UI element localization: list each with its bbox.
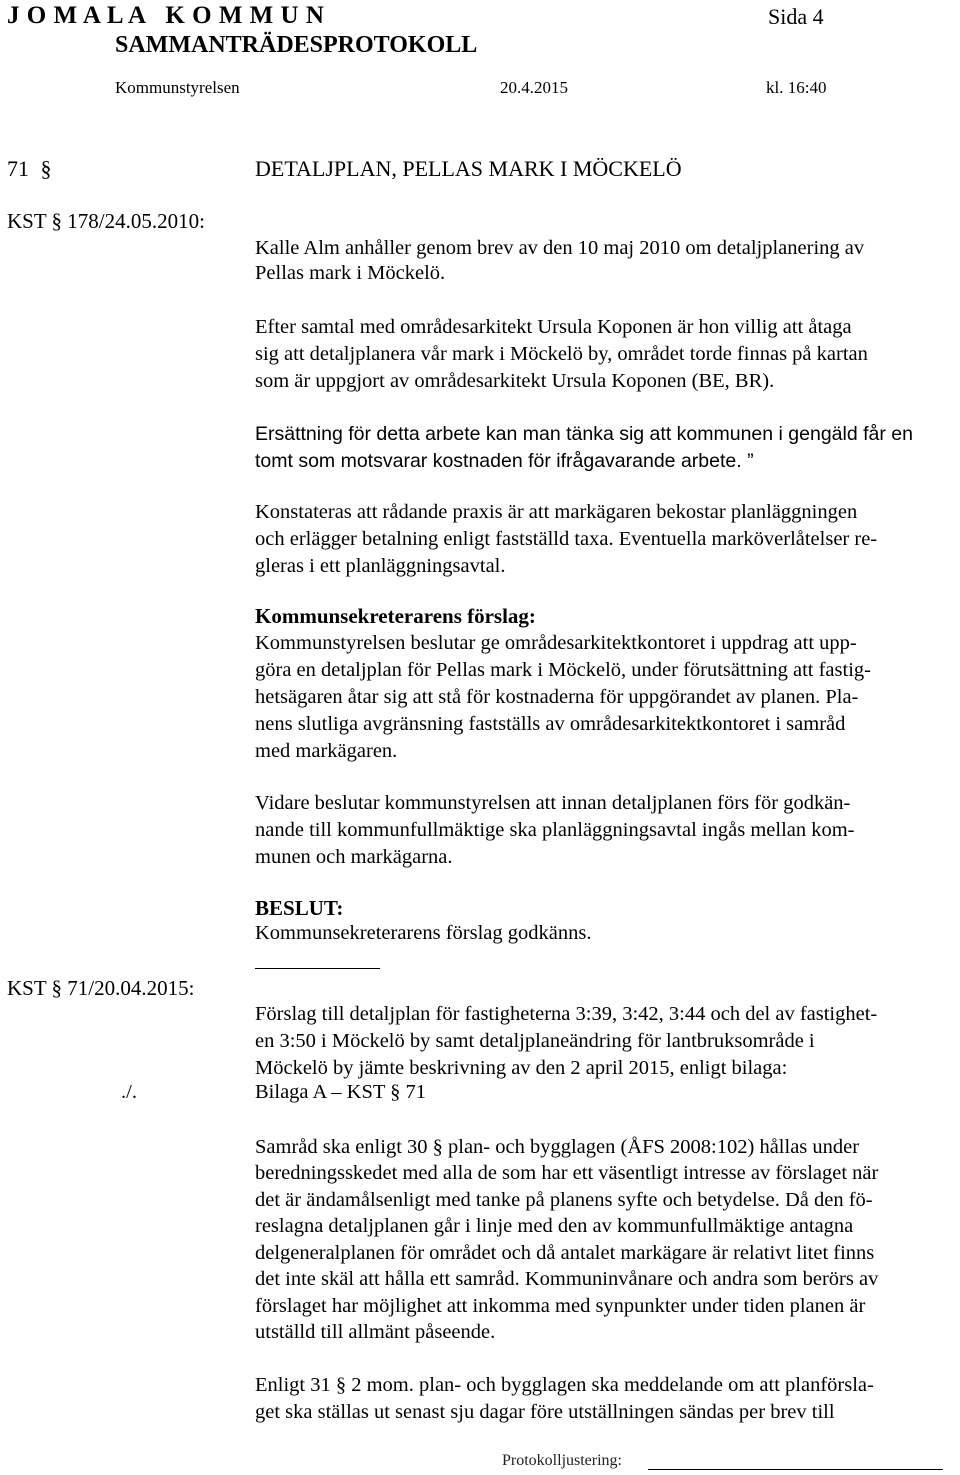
proposal-heading: Kommunsekreterarens förslag: [255,604,536,628]
paragraph-line: göra en detaljplan för Pellas mark i Möckelö, under förutsättning att fastig- [255,659,871,681]
meeting-body: Kommunstyrelsen [115,78,240,97]
paragraph-line: Efter samtal med områdesarkitekt Ursula Koponen är hon villig att åtaga [255,316,852,338]
paragraph-line: och erlägger betalning enligt fastställd taxa. Eventuella marköverlåtelser re- [255,528,878,550]
page-number: Sida 4 [768,4,824,29]
paragraph-line: reslagna detaljplanen går i linje med den av kommunfullmäktige antagna [255,1215,854,1237]
paragraph-line: get ska ställas ut senast sju dagar före utställningen sändas per brev till [255,1401,835,1423]
paragraph-line: Pellas mark i Möckelö. [255,262,446,284]
paragraph-line: Kommunstyrelsen beslutar ge områdesarkitektkontoret i uppdrag att upp- [255,632,857,654]
paragraph-line: Enligt 31 § 2 mom. plan- och bygglagen ska meddelande om att planförsla- [255,1374,874,1396]
decision-divider [255,968,380,969]
paragraph-line: Kalle Alm anhåller genom brev av den 10 maj 2010 om detaljplanering av [255,237,865,259]
paragraph-line: utställd till allmänt påseende. [255,1321,496,1343]
paragraph-line: som är uppgjort av områdesarkitekt Ursula Koponen (BE, BR). [255,370,775,392]
decision-heading: BESLUT: [255,896,344,920]
municipality-name: J O M A L A K O M M U N [7,2,325,29]
paragraph-line: Samråd ska enligt 30 § plan- och bygglagen (ÅFS 2008:102) hållas under [255,1136,860,1158]
attachment-marker: ./. [121,1081,137,1103]
paragraph-line: hetsägaren åtar sig att stå för kostnaderna för uppgörandet av planen. Pla- [255,686,859,708]
reference-2015: KST § 71/20.04.2015: [7,976,195,1000]
item-title: DETALJPLAN, PELLAS MARK I MÖCKELÖ [255,156,682,181]
meeting-time: kl. 16:40 [766,78,827,97]
meeting-date: 20.4.2015 [500,78,568,97]
paragraph-line: Möckelö by jämte beskrivning av den 2 april 2015, enligt bilaga: [255,1057,788,1079]
paragraph-line: sig att detaljplanera vår mark i Möckelö by, området torde finnas på kartan [255,343,868,365]
paragraph-line: tomt som motsvarar kostnaden för ifrågavarande arbete. ” [255,450,754,472]
paragraph-line: nande till kommunfullmäktige ska planläggningsavtal ingås mellan kom- [255,819,855,841]
paragraph-line: gleras i ett planläggningsavtal. [255,555,506,577]
paragraph-line: med markägaren. [255,740,398,762]
item-number [7,156,52,182]
paragraph-line: Förslag till detaljplan för fastigheterna 3:39, 3:42, 3:44 och del av fastighet- [255,1003,878,1025]
paragraph-line: det är ändamålsenligt med tanke på planens syfte och betydelse. Då den fö- [255,1189,873,1211]
paragraph-line: Vidare beslutar kommunstyrelsen att innan detaljplanen förs för godkän- [255,792,851,814]
signature-line [648,1469,943,1470]
section-sign: § [40,156,52,181]
paragraph-line: munen och markägarna. [255,846,453,868]
paragraph-line: delgeneralplanen för området och då antalet markägare är relativt litet finns [255,1242,875,1264]
paragraph-line: förslaget har möjlighet att inkomma med synpunkter under tiden planen är [255,1295,866,1317]
signature-label: Protokolljustering: [502,1452,622,1469]
paragraph-line: en 3:50 i Möckelö by samt detaljplaneändring för lantbruksområde i [255,1030,815,1052]
attachment-reference: Bilaga A – KST § 71 [255,1081,427,1103]
paragraph-line: Ersättning för detta arbete kan man tänka sig att kommunen i gengäld får en [255,423,913,445]
paragraph-line: det inte skäl att hålla ett samråd. Kommuninvånare och andra som berörs av [255,1268,879,1290]
paragraph-line: Konstateras att rådande praxis är att markägaren bekostar planläggningen [255,501,858,523]
decision-text: Kommunsekreterarens förslag godkänns. [255,922,592,944]
reference-2010: KST § 178/24.05.2010: [7,209,205,233]
paragraph-line: beredningsskedet med alla de som har ett väsentligt intresse av förslaget när [255,1162,879,1184]
protocol-title: SAMMANTRÄDESPROTOKOLL [115,32,478,58]
paragraph-line: nens slutliga avgränsning fastställs av områdesarkitektkontoret i samråd [255,713,846,735]
item-number-value: 71 [7,156,29,181]
